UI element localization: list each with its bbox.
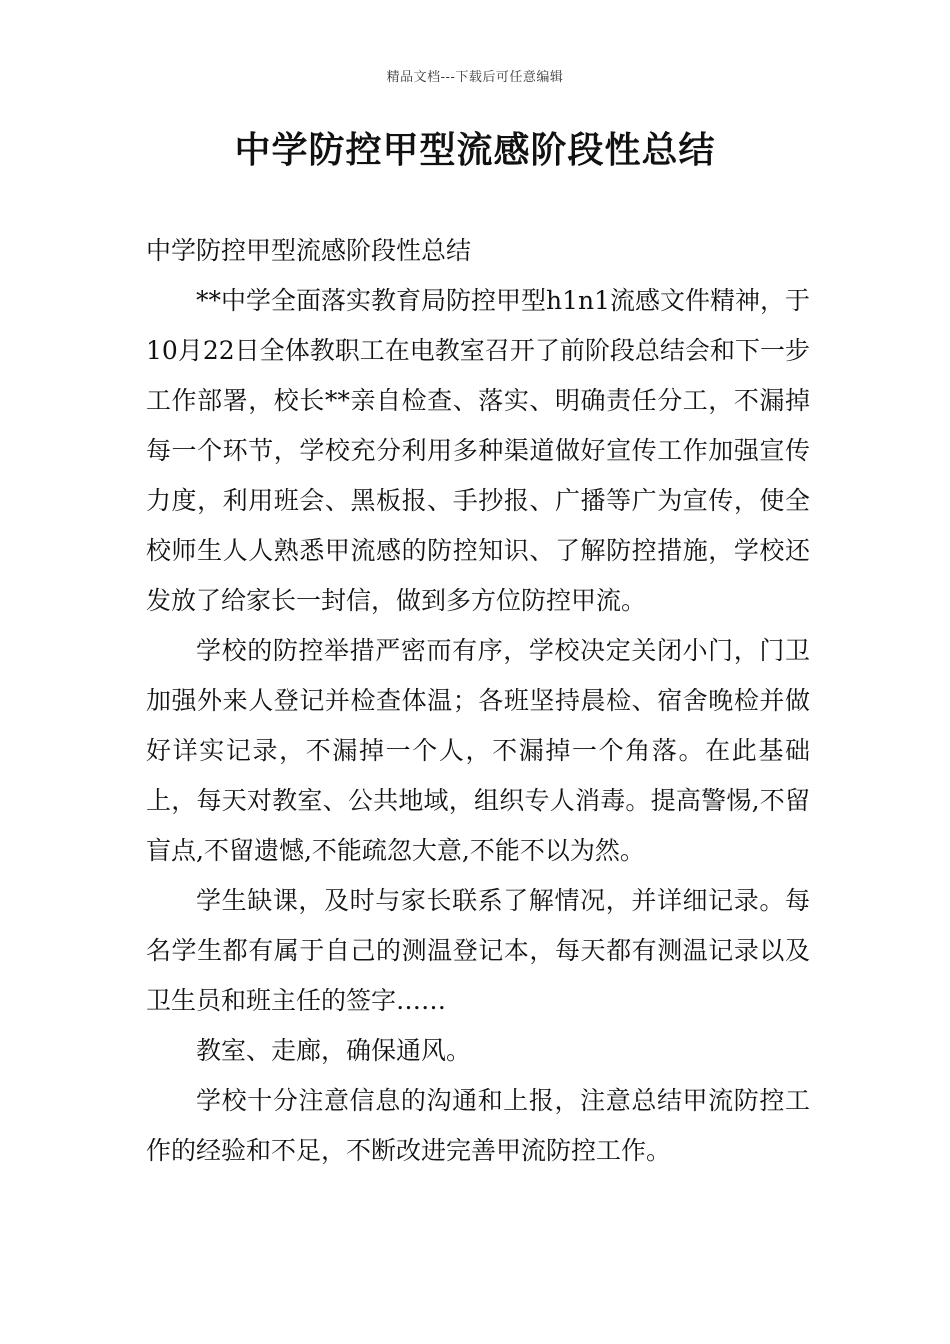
document-body xyxy=(146,226,810,1176)
body-paragraph: **中学全面落实教育局防控甲型h1n1流感文件精神，于10月22日全体教职工在电教室召开了前阶段总结会和下一步工作部署，校长**亲自检查、落实、明确责任分工，不漏掉每一个环节，学校充分利用多种渠道做好宣传工作加强宣传力度，利用班会、黑板报、手抄报、广播等广为宣传，使全校师生人人熟悉甲流感的防控知识、了解防控措施，学校还发放了给家长一封信，做到多方位防控甲流。 xyxy=(146,286,811,615)
header-note: 精品文档---下载后可任意编辑 xyxy=(386,70,564,85)
subtitle-paragraph: 中学防控甲型流感阶段性总结 xyxy=(146,236,472,265)
body-paragraph: 学校的防控举措严密而有序，学校决定关闭小门，门卫加强外来人登记并检查体温；各班坚持晨检、宿舍晚检并做好详实记录，不漏掉一个人，不漏掉一个角落。在此基础上，每天对教室、公共地域，组织专人消毒。提高警惕,不留盲点,不留遗憾,不能疏忽大意,不能不以为然。 xyxy=(146,636,810,865)
body-paragraph: 教室、走廊，确保通风。 xyxy=(196,1036,472,1065)
document-title: 中学防控甲型流感阶段性总结 xyxy=(234,130,716,171)
body-paragraph: 学校十分注意信息的沟通和上报，注意总结甲流防控工作的经验和不足，不断改进完善甲流防控工作。 xyxy=(146,1086,810,1165)
body-paragraph: 学生缺课，及时与家长联系了解情况，并详细记录。每名学生都有属于自己的测温登记本，每天都有测温记录以及卫生员和班主任的签字…… xyxy=(146,886,810,1015)
